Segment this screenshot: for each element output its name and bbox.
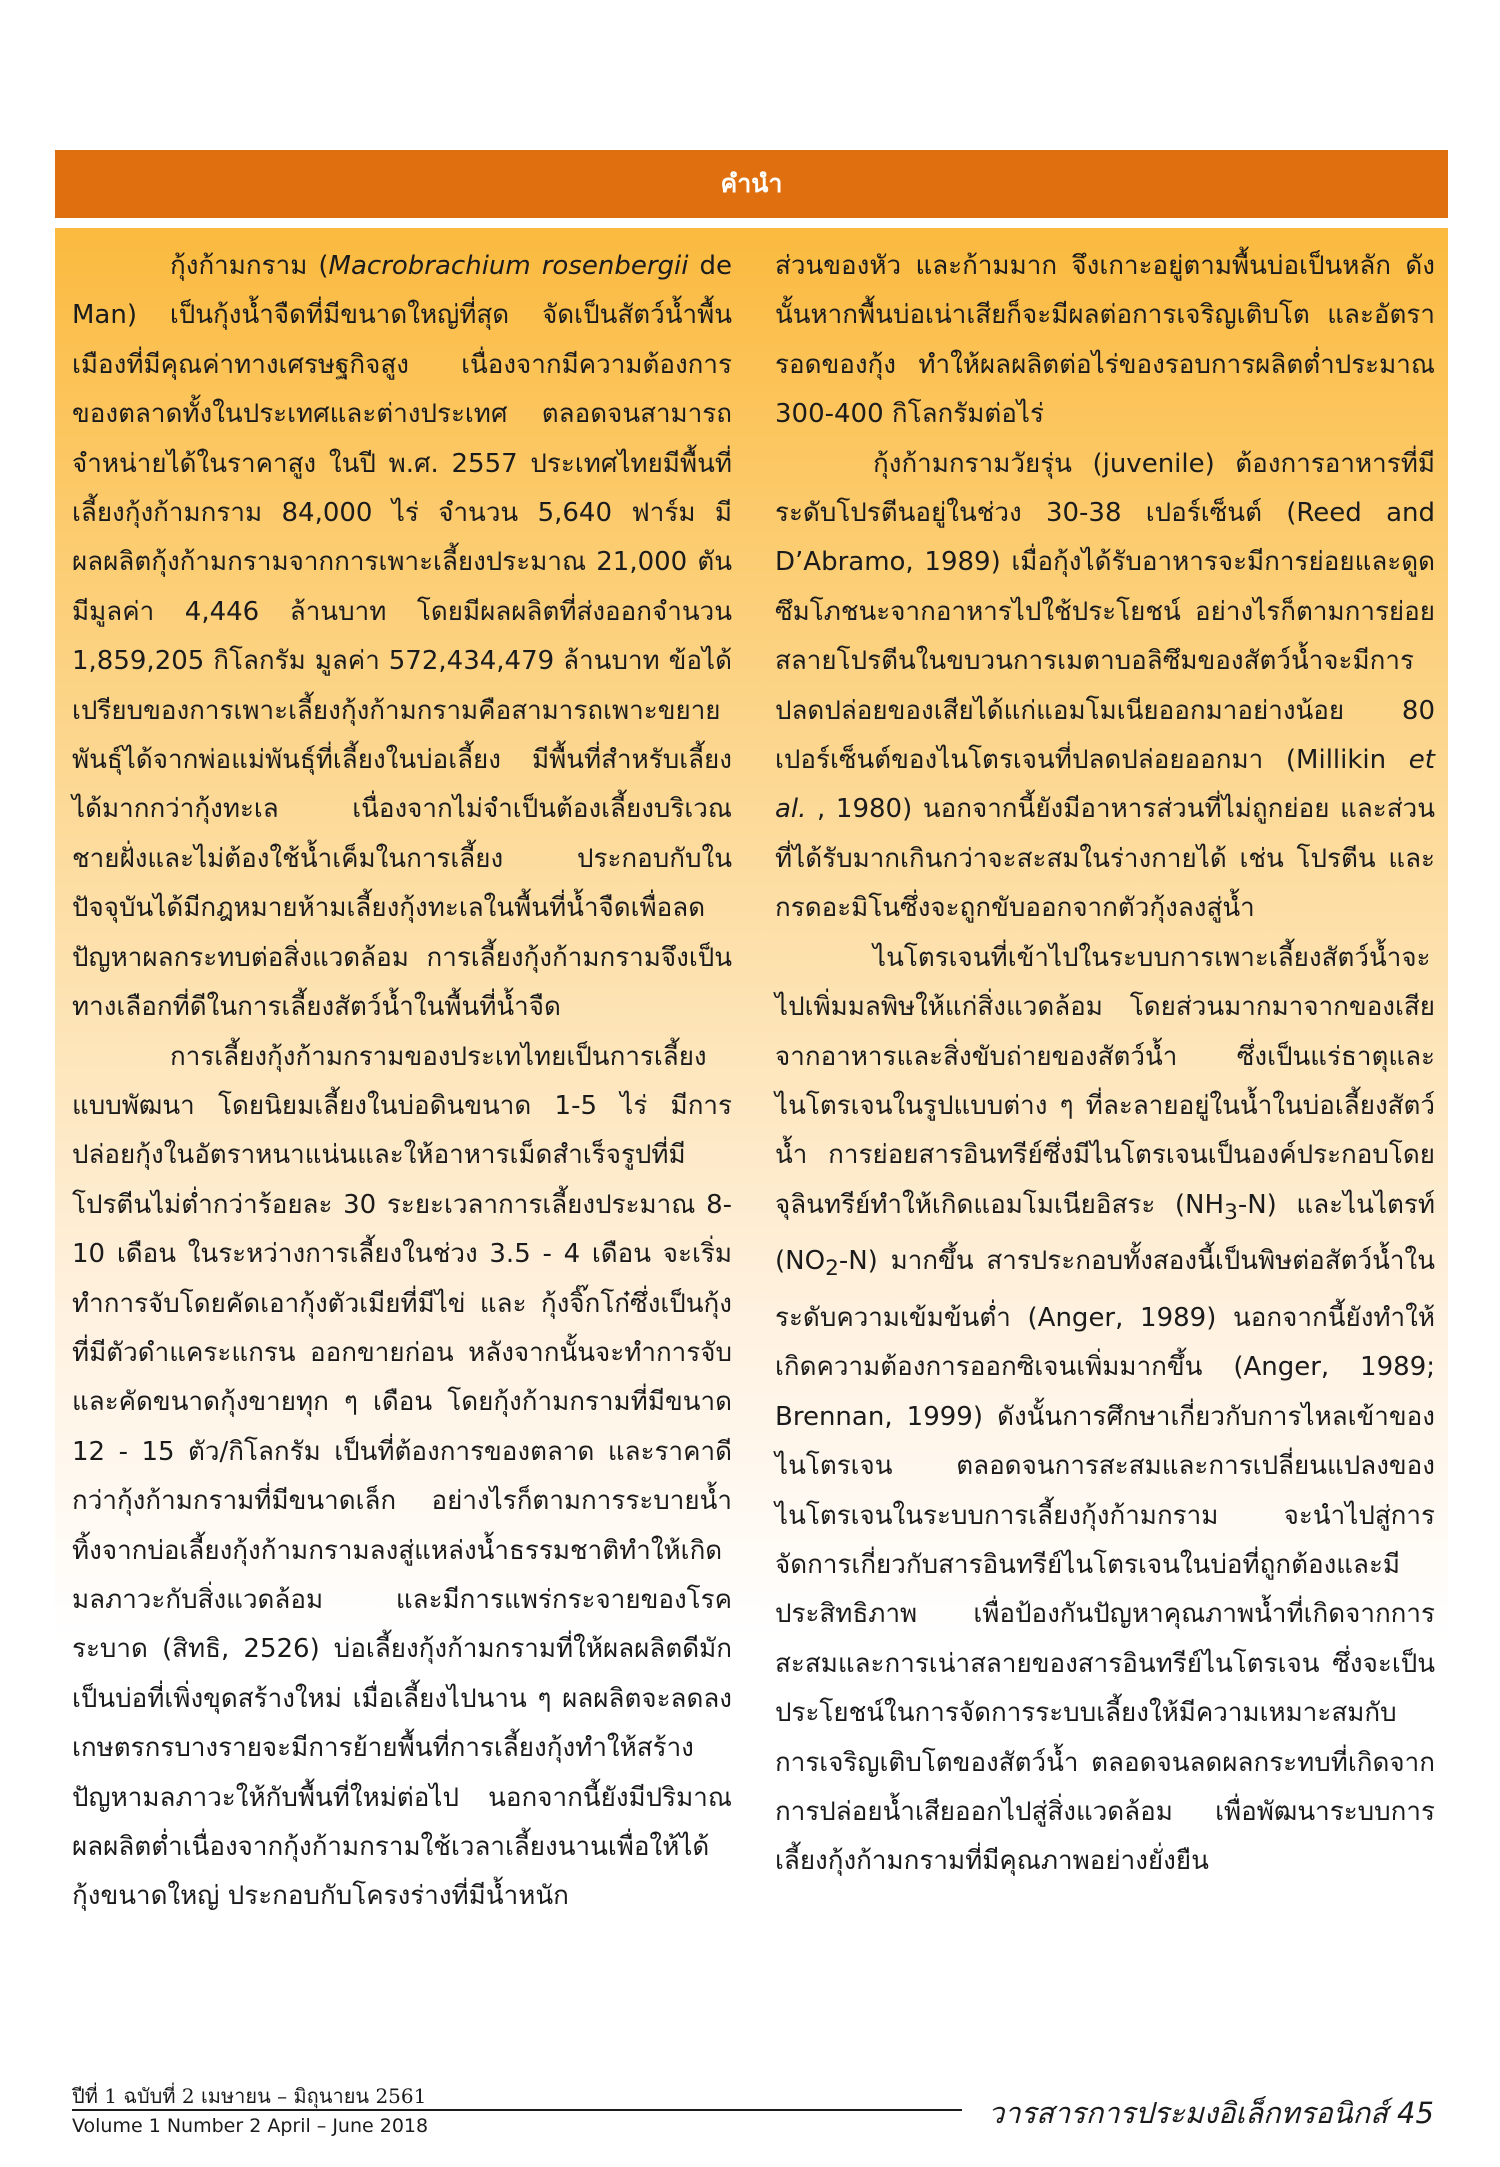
ammonia-subscript: 3 — [1224, 1199, 1238, 1225]
left-paragraph-2: การเลี้ยงกุ้งก้ามกรามของประเทไทยเป็นการเลี้ยงแบบพัฒนา โดยนิยมเลี้ยงในบ่อดินขนาด 1-5 ไร่ มีการปล่อยกุ้งในอัตราหนาแน่นและให้อาหารเม็ดสำเร็จรูปที่มีโปรตีนไม่ต่ำกว่าร้อยละ 30 ระยะเวลาการเลี้ยงประมาณ 8-10 เดือน ในระหว่างการเลี้ยงในช่วง 3.5 - 4 เดือน จะเริ่มทำการจับโดยคัดเอากุ้งตัวเมียที่มีไข่ และ กุ้งจิ๊กโก๋ซึ่งเป็นกุ้งที่มีตัวดำแคระแกรน ออกขายก่อน หลังจากนั้นจะทำการจับและคัดขนาดกุ้งขายทุก ๆ เดือน โดยกุ้งก้ามกรามที่มีขนาด 12 - 15 ตัว/กิโลกรัม เป็นที่ต้องการของตลาด และราคาดีกว่ากุ้งก้ามกรามที่มีขนาดเล็ก อย่างไรก็ตามการระบายน้ำทิ้งจากบ่อเลี้ยงกุ้งก้ามกรามลงสู่แหล่งน้ำธรรมชาติทำให้เกิดมลภาวะกับสิ่งแวดล้อม และมีการแพร่กระจายของโรคระบาด (สิทธิ, 2526) บ่อเลี้ยงกุ้งก้ามกรามที่ให้ผลผลิตดีมักเป็นบ่อที่เพิ่งขุดสร้างใหม่ เมื่อเลี้ยงไปนาน ๆ ผลผลิตจะลดลง เกษตรกรบางรายจะมีการย้ายพื้นที่การเลี้ยงกุ้งทำให้สร้างปัญหามลภาวะให้กับพื้นที่ใหม่ต่อไป นอกจากนี้ยังมีปริมาณผลผลิตต่ำเนื่องจากกุ้งก้ามกรามใช้เวลาเลี้ยงนานเพื่อให้ได้กุ้งขนาดใหญ่ ประกอบกับโครงร่างที่มีน้ำหนัก — [72, 1041, 732, 1912]
et-al: et al. — [775, 745, 1435, 825]
left-column — [72, 242, 732, 1922]
right-paragraph-1: ส่วนของหัว และก้ามมาก จึงเกาะอยู่ตามพื้นบ่อเป็นหลัก ดังนั้นหากพื้นบ่อเน่าเสียก็จะมีผลต่อการเจริญเติบโต และอัตรารอดของกุ้ง ทำให้ผลผลิตต่อไร่ของรอบการผลิตต่ำประมาณ 300-400 กิโลกรัมต่อไร่ — [775, 251, 1435, 430]
right-p3-text-b: -N) และไนไตรท์ (NO — [775, 1189, 1436, 1277]
section-header-bar — [55, 150, 1448, 218]
section-title: คำนำ — [720, 169, 783, 198]
nitrite-subscript: 2 — [825, 1256, 839, 1282]
left-p1-text-a: กุ้งก้ามกราม ( — [170, 251, 329, 281]
right-paragraph-3 — [775, 934, 1435, 1887]
left-p1-text-b: de Man) เป็นกุ้งน้ำจืดที่มีขนาดใหญ่ที่สุด จัดเป็นสัตว์น้ำพื้นเมืองที่มีคุณค่าทางเศรษฐกิจสูง เนื่องจากมีความต้องการของตลาดทั้งในประเทศและต่างประเทศ ตลอดจนสามารถจำหน่ายได้ในราคาสูง ในปี พ.ศ. 2557 ประเทศไทยมีพื้นที่เลี้ยงกุ้งก้ามกราม 84,000 ไร่ จำนวน 5,640 ฟาร์ม มีผลผลิตกุ้งก้ามกรามจากการเพาะเลี้ยงประมาณ 21,000 ตัน มีมูลค่า 4,446 ล้านบาท โดยมีผลผลิตที่ส่งออกจำนวน 1,859,205 กิโลกรัม มูลค่า 572,434,479 ล้านบาท ข้อได้เปรียบของการเพาะเลี้ยงกุ้งก้ามกรามคือสามารถเพาะขยายพันธุ์ได้จากพ่อแม่พันธุ์ที่เลี้ยงในบ่อเลี้ยง มีพื้นที่สำหรับเลี้ยงได้มากกว่ากุ้งทะเล เนื่องจากไม่จำเป็นต้องเลี้ยงบริเวณชายฝั่งและไม่ต้องใช้น้ำเค็มในการเลี้ยง ประกอบกับในปัจจุบันได้มีกฎหมายห้ามเลี้ยงกุ้งทะเลในพื้นที่น้ำจืดเพื่อลดปัญหาผลกระทบต่อสิ่งแวดล้อม การเลี้ยงกุ้งก้ามกรามจึงเป็นทางเลือกที่ดีในการเลี้ยงสัตว์น้ำในพื้นที่น้ำจืด — [72, 251, 732, 1023]
right-p3-text-c: -N) มากขึ้น สารประกอบทั้งสองนี้เป็นพิษต่อสัตว์น้ำในระดับความเข้มข้นต่ำ (Anger, 1989) นอกจากนี้ยังทำให้เกิดความต้องการออกซิเจนเพิ่มมากขึ้น (Anger, 1989; Brennan, 1999) ดังนั้นการศึกษาเกี่ยวกับการไหลเข้าของไนโตรเจน ตลอดจนการสะสมและการเปลี่ยนแปลงของไนโตรเจนในระบบการเลี้ยงกุ้งก้ามกราม จะนำไปสู่การจัดการเกี่ยวกับสารอินทรีย์ไนโตรเจนในบ่อที่ถูกต้องและมีประสิทธิภาพ เพื่อป้องกันปัญหาคุณภาพน้ำที่เกิดจากการสะสมและการเน่าสลายของสารอินทรีย์ไนโตรเจน ซึ่งจะเป็นประโยชน์ในการจัดการระบบเลี้ยงให้มีความเหมาะสมกับการเจริญเติบโตของสัตว์น้ำ ตลอดจนลดผลกระทบที่เกิดจากการปล่อยน้ำเสียออกไปสู่สิ่งแวดล้อม เพื่อพัฒนาระบบการเลี้ยงกุ้งก้ามกรามที่มีคุณภาพอย่างยั่งยืน — [775, 1246, 1435, 1877]
footer-divider — [72, 2109, 962, 2111]
right-p2-text-a: กุ้งก้ามกรามวัยรุ่น (juvenile) ต้องการอาหารที่มีระดับโปรตีนอยู่ในช่วง 30-38 เปอร์เซ็นต์ (Reed and D’Abramo, 1989) เมื่อกุ้งได้รับอาหารจะมีการย่อยและดูดซึมโภชนะจากอาหารไปใช้ประโยชน์ อย่างไรก็ตามการย่อยสลายโปรตีนในขบวนการเมตาบอลิซึมของสัตว์น้ำจะมีการปลดปล่อยของเสียได้แก่แอมโมเนียออกมาอย่างน้อย 80 เปอร์เซ็นต์ของไนโตรเจนที่ปลดปล่อยออกมา (Millikin — [775, 448, 1435, 776]
right-p3-text-a: ไนโตรเจนที่เข้าไปในระบบการเพาะเลี้ยงสัตว์น้ำจะไปเพิ่มมลพิษให้แก่สิ่งแวดล้อม โดยส่วนมากมาจากของเสียจากอาหารและสิ่งขับถ่ายของสัตว์น้ำ ซึ่งเป็นแร่ธาตุและไนโตรเจนในรูปแบบต่าง ๆ ที่ละลายอยู่ในน้ำในบ่อเลี้ยงสัตว์น้ำ การย่อยสารอินทรีย์ซึ่งมีไนโตรเจนเป็นองค์ประกอบโดยจุลินทรีย์ทำให้เกิดแอมโมเนียอิสระ (NH — [775, 942, 1435, 1220]
right-column — [775, 242, 1435, 1887]
footer-issue-thai: ปีที่ 1 ฉบับที่ 2 เมษายน – มิถุนายน 2561 — [72, 2084, 427, 2108]
left-paragraph-1 — [72, 242, 732, 1033]
scientific-name: Macrobrachium rosenbergii — [328, 251, 689, 281]
right-p2-text-b: , 1980) นอกจากนี้ยังมีอาหารส่วนที่ไม่ถูกย่อย และส่วนที่ได้รับมากเกินกว่าจะสะสมในร่างกายได้ เช่น โปรตีน และกรดอะมิโนซึ่งจะถูกขับออกจากตัวกุ้งลงสู่น้ำ — [775, 794, 1435, 924]
footer-journal-name: วารสารการประมงอิเล็กทรอนิกส์ 45 — [988, 2096, 1434, 2130]
footer-issue-english: Volume 1 Number 2 April – June 2018 — [72, 2115, 429, 2137]
right-paragraph-2 — [775, 440, 1435, 934]
